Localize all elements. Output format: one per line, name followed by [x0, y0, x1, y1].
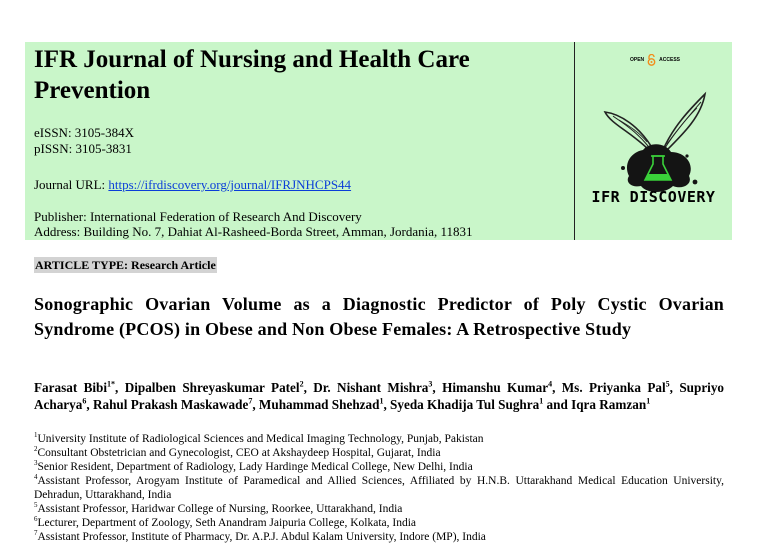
eissn: eISSN: 3105-384X: [34, 125, 135, 140]
affiliation-item: [34, 447, 724, 461]
open-access-access-text: ACCESS: [659, 57, 680, 63]
author-name: Syeda Khadija Tul Sughra: [390, 397, 540, 412]
author-name: Rahul Prakash Maskawade: [92, 397, 249, 412]
pissn: pISSN: 3105-3831: [34, 141, 132, 156]
affiliation-text: Lecturer, Department of Zoology, Seth Anandram Jaipuria College, Kolkata, India: [37, 517, 416, 529]
author-separator: ,: [252, 397, 259, 412]
author-name: Dr. Nishant Mishra: [313, 380, 429, 395]
affiliation-number: 4: [34, 473, 38, 482]
author-affiliation-mark: 1*: [107, 379, 116, 389]
affiliation-item: [34, 433, 724, 447]
affiliation-number: 5: [34, 501, 38, 510]
paper-title: Sonographic Ovarian Volume as a Diagnostic Predictor of Poly Cystic Ovarian Syndrome (PCOS) in Obese and Non Obese Females: A Retrospective Study: [34, 294, 724, 339]
author-name: Dipalben Shreyaskumar Patel: [124, 380, 300, 395]
article-type-label: ARTICLE TYPE: Research Article: [35, 258, 216, 272]
affiliation-number: 1: [34, 431, 38, 440]
author-separator: ,: [115, 380, 125, 395]
affiliation-number: 6: [34, 515, 38, 524]
affiliation-item: [34, 461, 724, 475]
affiliation-number: 2: [34, 445, 38, 454]
journal-header: [25, 42, 732, 240]
open-access-open-text: OPEN: [629, 57, 645, 63]
author-separator: ,: [303, 380, 314, 395]
author-name: Muhammad Shehzad: [258, 397, 380, 412]
address: Address: Building No. 7, Dahiat Al-Rasheed-Borda Street, Amman, Jordania, 11831: [34, 224, 473, 239]
author-separator: ,: [432, 380, 443, 395]
affiliation-number: 3: [34, 459, 38, 468]
author-name: Himanshu Kumar: [442, 380, 549, 395]
affiliation-number: 7: [34, 529, 38, 538]
author-name: Ms. Priyanka Pal: [561, 380, 666, 395]
author-separator: ,: [86, 397, 93, 412]
author-affiliation-mark: 7: [248, 396, 253, 406]
affiliation-text: Senior Resident, Department of Radiology, Lady Hardinge Medical College, New Delhi, India: [37, 461, 473, 473]
journal-url-label: Journal URL:: [34, 177, 109, 192]
journal-info: [25, 42, 574, 240]
author-affiliation-mark: 1: [539, 396, 544, 406]
affiliation-text: Assistant Professor, Arogyam Institute of Paramedical and Allied Sciences, Affiliated by H.N.B. Uttarakhand Medical Education University, Dehradun, Uttarakhand, India: [34, 475, 724, 501]
author-name: Supriyo Acharya: [34, 380, 725, 412]
affiliation-text: Assistant Professor, Institute of Pharmacy, Dr. A.P.J. Abdul Kalam University, Indore (MP), India: [37, 531, 486, 543]
author-affiliation-mark: 2: [299, 379, 304, 389]
author-name: Iqra Ramzan: [571, 397, 647, 412]
affiliation-item: [34, 475, 724, 502]
affiliation-item: [34, 517, 724, 531]
affiliation-text: Consultant Obstetrician and Gynecologist, CEO at Akshaydeep Hospital, Gujarat, India: [37, 447, 441, 459]
author-affiliation-mark: 1: [379, 396, 384, 406]
open-access-badge: [615, 52, 695, 68]
affiliation-item: [34, 531, 724, 545]
brand-name: IFR DISCOVERY: [591, 188, 716, 206]
author-affiliation-mark: 4: [548, 379, 553, 389]
author-list: [34, 379, 724, 413]
affiliation-text: University Institute of Radiological Sciences and Medical Imaging Technology, Punjab, Pakistan: [37, 433, 484, 445]
author-affiliation-mark: 1: [646, 396, 651, 406]
butterfly-flask-logo-icon: [601, 72, 711, 202]
author-affiliation-mark: 5: [665, 379, 670, 389]
author-separator: ,: [669, 380, 680, 395]
publisher: Publisher: International Federation of Research And Discovery: [34, 209, 362, 224]
affiliation-text: Assistant Professor, Haridwar College of Nursing, Roorkee, Uttarakhand, India: [37, 503, 403, 515]
author-affiliation-mark: 6: [82, 396, 87, 406]
affiliation-item: [34, 503, 724, 517]
journal-url-link[interactable]: https://ifrdiscovery.org/journal/IFRJNHCPS44: [108, 177, 352, 192]
journal-title: IFR Journal of Nursing and Health Care Prevention: [34, 46, 470, 104]
journal-url-line: [34, 177, 351, 192]
author-affiliation-mark: 3: [428, 379, 433, 389]
publisher-logo: [575, 42, 732, 240]
author-name: Farasat Bibi: [34, 380, 108, 395]
author-separator: ,: [552, 380, 562, 395]
open-access-lock-icon: [647, 54, 656, 66]
author-separator: and: [543, 397, 572, 412]
author-separator: ,: [383, 397, 391, 412]
